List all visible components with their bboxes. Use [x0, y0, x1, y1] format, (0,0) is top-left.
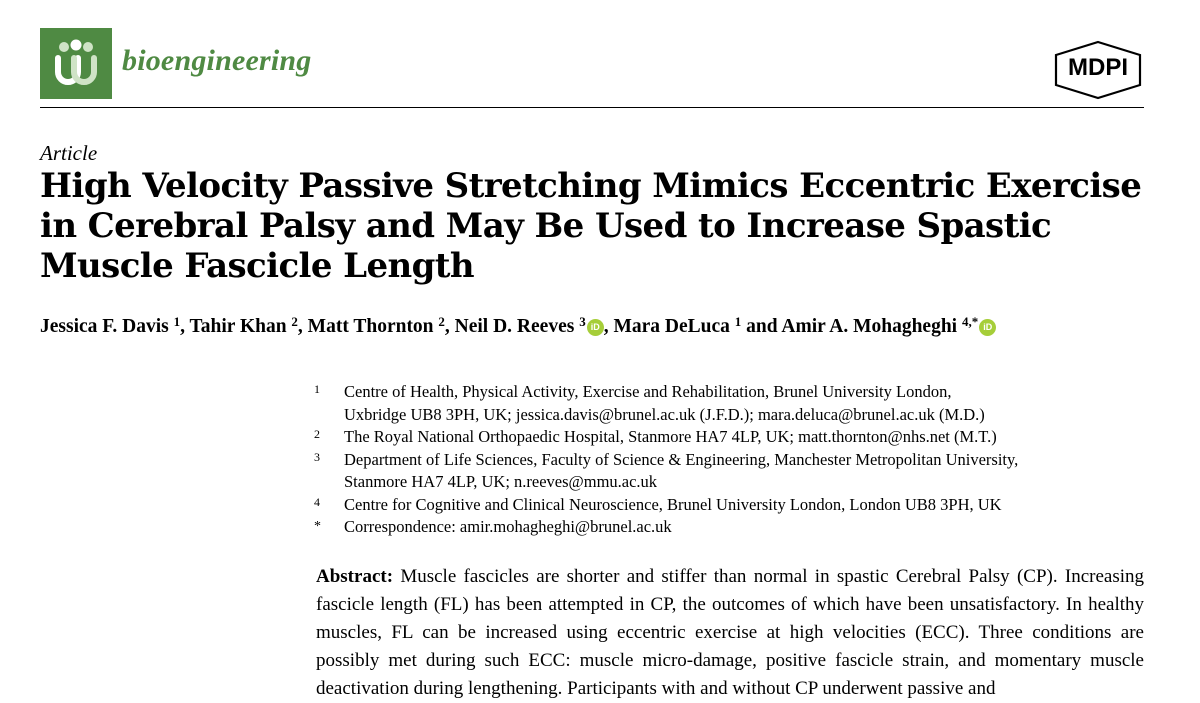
- affiliation-list: [314, 381, 1144, 539]
- affiliation-number: 3: [314, 449, 320, 464]
- author-name: Matt Thornton: [307, 316, 434, 337]
- author-name: Tahir Khan: [189, 316, 287, 337]
- author-list: [40, 314, 1150, 338]
- abstract-text: Muscle fascicles are shorter and stiffer than normal in spastic Cerebral Palsy (CP). Increasing fascicle length (FL) has been attempted in CP, the outcomes of which have been unsatisfactory. In healthy muscles, FL can be increased using eccentric exercise at high velocities (ECC). Three conditions are possibly met during such ECC: muscle micro-damage, positive fascicle strain, and momentary muscle deactivation during lengthening. Participants with and without CP underwent passive and: [316, 566, 1144, 699]
- journal-logo-icon: [40, 28, 112, 99]
- affiliation-line: Department of Life Sciences, Faculty of Science & Engineering, Manchester Metropolitan University,: [344, 449, 1019, 469]
- orcid-icon[interactable]: iD: [587, 319, 604, 336]
- author-separator: ,: [444, 316, 455, 337]
- affiliation-number: 4: [314, 494, 320, 509]
- affiliation-line: Uxbridge UB8 3PH, UK; jessica.davis@brunel.ac.uk (J.F.D.); mara.deluca@brunel.ac.uk (M.D.): [344, 404, 985, 424]
- author-name: Mara DeLuca: [613, 316, 730, 337]
- author-name: Amir A. Mohagheghi: [781, 316, 958, 337]
- article-type: Article: [40, 141, 98, 165]
- author-conjunction: and: [741, 316, 782, 337]
- author-affiliation-ref: 1: [173, 314, 181, 329]
- affiliation-line: Stanmore HA7 4LP, UK; n.reeves@mmu.ac.uk: [344, 472, 658, 491]
- author-affiliation-ref: 1: [734, 314, 742, 329]
- header-divider: [40, 107, 1144, 108]
- affiliation-number: 2: [314, 427, 320, 441]
- journal-logo: [40, 28, 112, 99]
- journal-name: bioengineering: [122, 44, 312, 77]
- abstract-label: Abstract:: [316, 566, 394, 587]
- author-name: Neil D. Reeves: [454, 316, 575, 337]
- author-affiliation-ref: 4,*: [961, 314, 979, 329]
- affiliation-item: [314, 426, 1144, 449]
- author-separator: ,: [297, 316, 308, 337]
- affiliation-item: [314, 494, 1144, 517]
- author-separator: ,: [180, 316, 190, 337]
- orcid-icon[interactable]: iD: [979, 319, 996, 336]
- publisher-logo: [1052, 40, 1144, 100]
- author-name: Jessica F. Davis: [40, 316, 169, 337]
- author-affiliation-ref: 2: [291, 314, 298, 329]
- affiliation-item: [314, 449, 1144, 494]
- correspondence-line: Correspondence: amir.mohagheghi@brunel.ac.uk: [344, 517, 672, 536]
- author-affiliation-ref: 3: [579, 314, 586, 329]
- author-affiliation-ref: 2: [438, 314, 445, 329]
- affiliation-item: [314, 381, 1144, 426]
- abstract: [316, 563, 1144, 703]
- correspondence-item: [314, 516, 1144, 539]
- article-title: High Velocity Passive Stretching Mimics Eccentric Exercise in Cerebral Palsy and May Be Used to Increase Spastic Muscle Fascicle Length: [40, 166, 1142, 286]
- author-separator: ,: [603, 316, 614, 337]
- affiliation-line: The Royal National Orthopaedic Hospital, Stanmore HA7 4LP, UK; matt.thornton@nhs.net (M.T.): [344, 427, 997, 446]
- publisher-name: MDPI: [1068, 54, 1128, 81]
- affiliation-number: 1: [314, 382, 320, 396]
- affiliation-line: Centre for Cognitive and Clinical Neuroscience, Brunel University London, London UB8 3PH, UK: [344, 494, 1002, 514]
- affiliation-line: Centre of Health, Physical Activity, Exercise and Rehabilitation, Brunel University London,: [344, 382, 952, 401]
- correspondence-marker: *: [314, 519, 321, 534]
